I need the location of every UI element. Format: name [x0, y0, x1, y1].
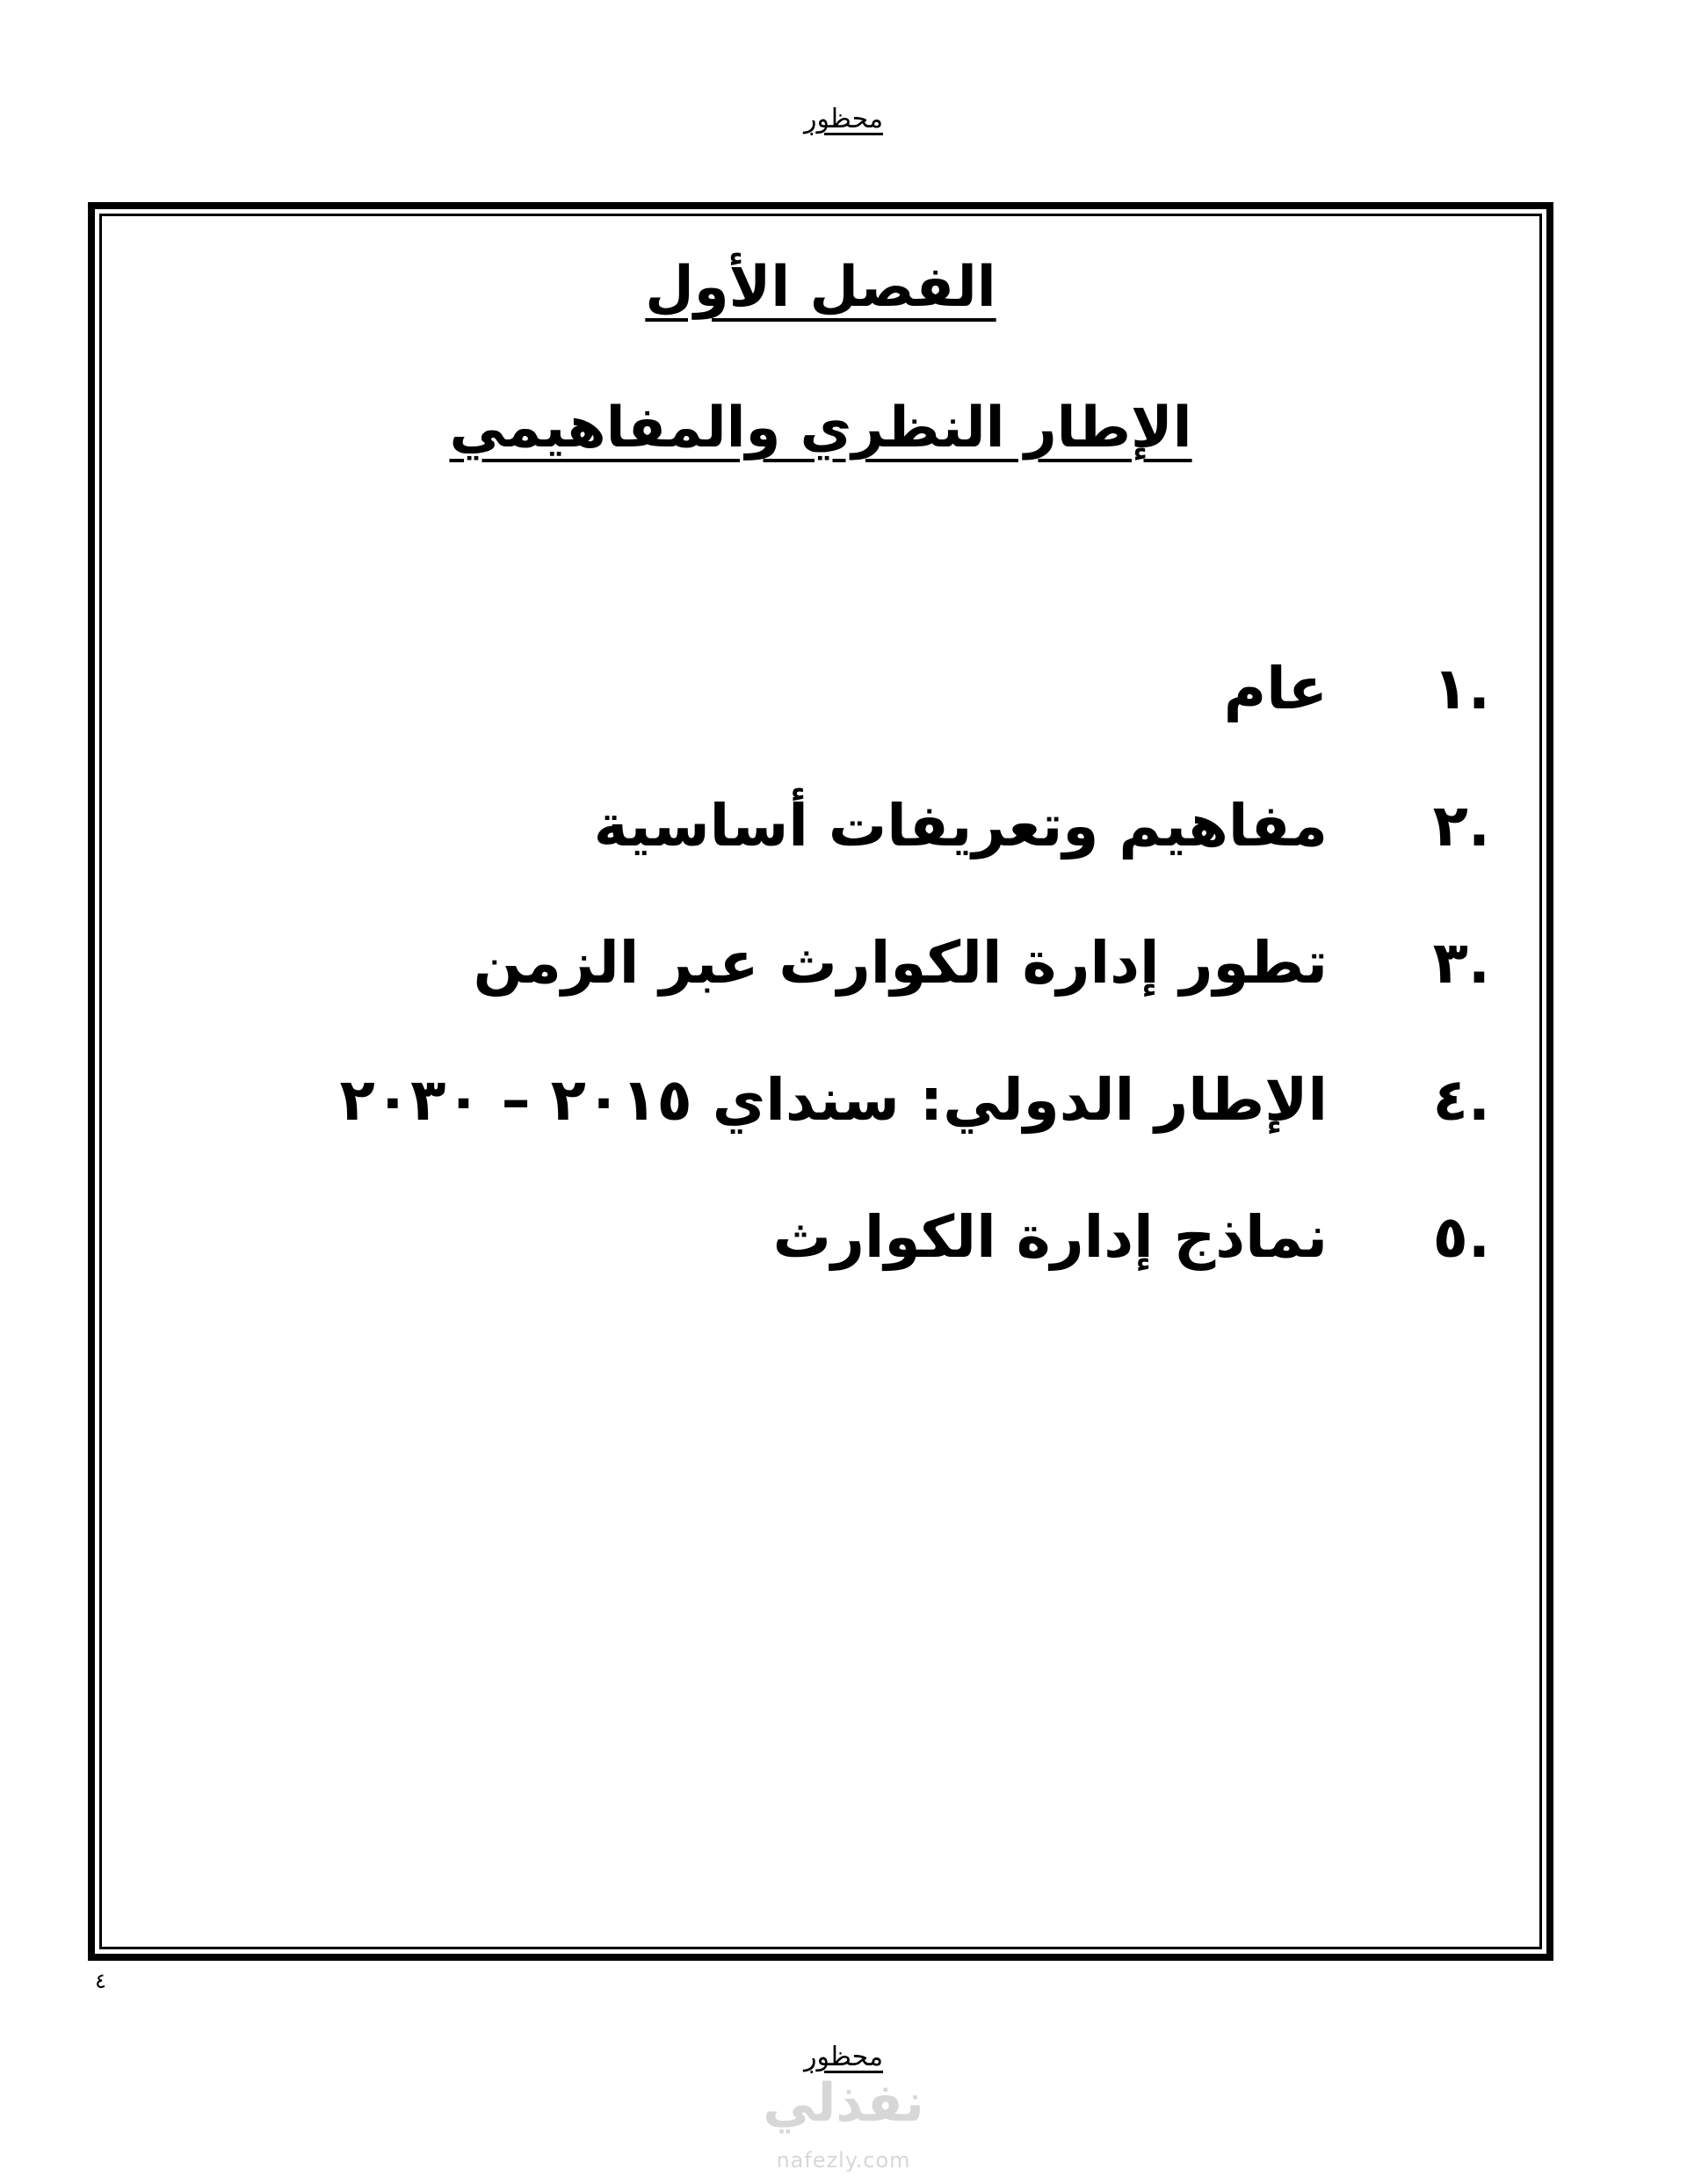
watermark-url: nafezly.com: [776, 2148, 911, 2173]
footer-classification: محظور: [803, 2042, 884, 2072]
toc-item-text: مفاهيم وتعريفات أساسية: [593, 792, 1328, 860]
toc-item-number: .٣: [1432, 929, 1490, 997]
page-number: ٤: [95, 1969, 106, 1993]
toc-item-text: عام: [1223, 655, 1328, 722]
toc-item-1: [176, 655, 1494, 792]
toc-item-text: تطور إدارة الكوارث عبر الزمن: [473, 929, 1328, 997]
toc-item-text: الإطار الدولي: سنداي ٢٠١٥ – ٢٠٣٠: [339, 1066, 1328, 1134]
chapter-subtitle: الإطار النظري والمفاهيمي: [449, 395, 1192, 461]
toc-item-4: [176, 1066, 1494, 1203]
watermark-logo: نفذلي: [763, 2072, 924, 2134]
chapter-title: الفصل الأول: [645, 255, 996, 320]
toc-item-number: .٤: [1432, 1066, 1490, 1134]
header-classification: محظور: [803, 104, 884, 134]
toc-item-2: [176, 792, 1494, 929]
toc-item-5: [176, 1203, 1494, 1340]
toc-item-number: .١: [1432, 655, 1490, 722]
toc-item-text: نماذج إدارة الكوارث: [772, 1203, 1328, 1271]
table-of-contents: [176, 655, 1494, 1340]
toc-item-number: .٢: [1432, 792, 1490, 860]
toc-item-3: [176, 929, 1494, 1066]
toc-item-number: .٥: [1432, 1203, 1490, 1271]
